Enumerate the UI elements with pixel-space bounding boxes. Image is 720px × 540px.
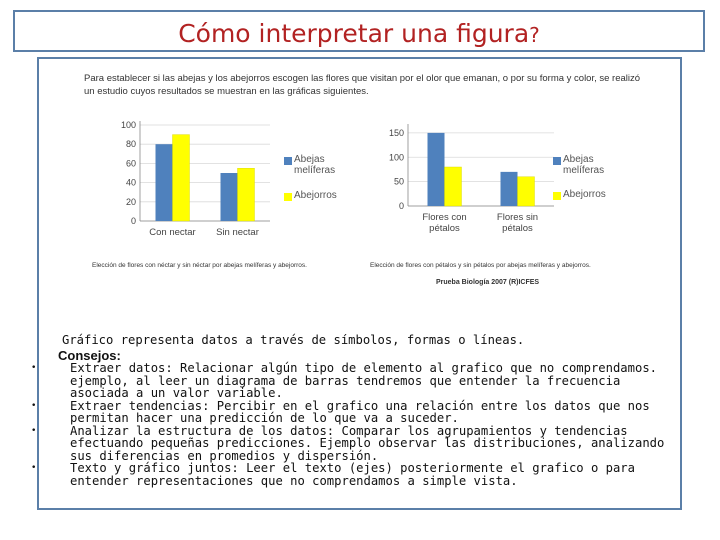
x-category-label: pétalos [429, 223, 460, 234]
tip-item: • Texto y gráfico juntos: Leer el texto (ejes) posteriormente el grafico o para entender representaciones que no comprendamos a simple vista. [31, 461, 635, 488]
definition-line: Gráfico representa datos a través de símbolos, formas o líneas. [62, 333, 525, 347]
x-category-label: Con nectar [149, 227, 196, 238]
page-title: Cómo interpretar una figura? [178, 19, 540, 48]
tips-heading: Consejos: [58, 347, 121, 363]
petals-bar-chart [370, 115, 555, 255]
legend-label: Abejas melíferas [563, 154, 605, 176]
bar [428, 133, 445, 206]
legend-swatch [553, 192, 561, 200]
tip-item: • Extraer tendencias: Percibir en el grafico una relación entre los datos que nos permitan hacer una predicción de lo que va a suceder. [31, 398, 650, 425]
y-tick-label: 80 [125, 139, 136, 150]
title-question-mark: ? [529, 23, 540, 47]
y-tick-label: 60 [125, 158, 136, 169]
x-category-label: Flores con [422, 212, 467, 223]
bar [173, 135, 190, 221]
nectar-chart-caption: Elección de flores con néctar y sin néctar por abejas melíferas y abejorros. [92, 262, 307, 269]
y-tick-label: 0 [398, 201, 404, 211]
y-tick-label: 100 [120, 120, 136, 130]
bullet-icon: • [31, 363, 37, 373]
source-credit: Prueba Biología 2007 (R)ICFES [436, 279, 540, 286]
bullet-icon: • [31, 400, 37, 411]
bar [156, 144, 173, 221]
bullet-icon: • [31, 425, 37, 436]
x-category-label: Sin nectar [216, 227, 259, 238]
explanation-text [31, 333, 680, 488]
y-tick-label: 40 [125, 177, 136, 188]
legend-swatch [284, 157, 292, 165]
x-category-label: Flores sin [496, 212, 539, 223]
legend-label: Abejorros [294, 190, 337, 201]
bar [501, 172, 518, 206]
x-category-label: pétalos [502, 223, 533, 234]
legend-swatch [284, 193, 292, 201]
tip-item: • Analizar la estructura de los datos: Comparar los agrupamientos y tendencias efectuando pequeñas predicciones. Ejemplo observar las distribuciones, analizando sus diferencias en promedios y dispersión. [31, 423, 665, 463]
legend-label: Abejas melíferas [294, 154, 336, 176]
bar [445, 167, 462, 206]
petals-chart-caption: Elección de flores con pétalos y sin pétalos por abejas melíferas y abejorros. [370, 262, 591, 269]
bar [221, 173, 238, 221]
bullet-icon: • [31, 463, 37, 473]
tip-item: • Extraer datos: Relacionar algún tipo de elemento al grafico que no comprendamos. ejemplo, al leer un diagrama de barras tendremos que entender la frecuencia asociada a un valor variable. [31, 361, 657, 400]
nectar-bar-chart [108, 115, 278, 255]
legend-swatch [553, 157, 561, 165]
figure-intro-text: Para establecer si las abejas y los abejorros escogen las flores que visitan por el olor que emanan, o por su forma y color, se realizó un estudio cuyos resultados se muestran en las gráficas siguientes. [84, 73, 641, 97]
y-tick-label: 150 [388, 127, 404, 138]
title-bar [13, 10, 705, 52]
y-tick-label: 0 [130, 216, 136, 226]
bar [238, 168, 255, 221]
y-tick-label: 100 [388, 152, 404, 163]
legend-label: Abejorros [563, 189, 606, 200]
bar [518, 177, 535, 206]
y-tick-label: 50 [393, 176, 404, 187]
y-tick-label: 20 [125, 196, 136, 207]
